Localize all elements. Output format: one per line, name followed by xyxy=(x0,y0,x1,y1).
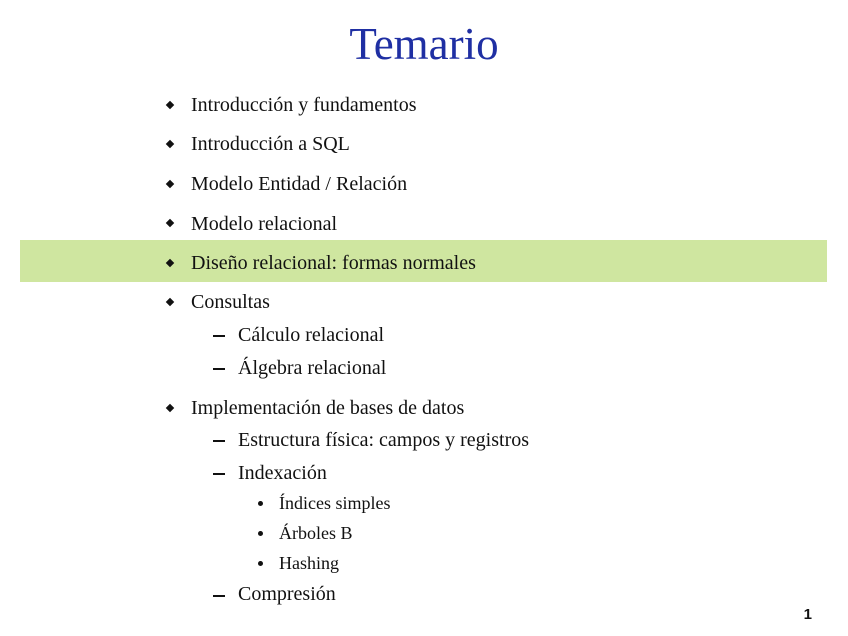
diamond-bullet-icon xyxy=(166,180,174,188)
dash-bullet-icon xyxy=(213,335,225,337)
diamond-bullet-icon xyxy=(166,101,174,109)
dot-bullet-icon xyxy=(258,501,263,506)
subtopic-algebra-relacional: Álgebra relacional xyxy=(238,357,387,379)
topic-introduccion-sql: Introducción a SQL xyxy=(191,133,350,155)
subsubtopic-arboles-b: Árboles B xyxy=(279,523,353,543)
diamond-bullet-icon xyxy=(166,404,174,412)
subsubtopic-hashing: Hashing xyxy=(279,553,339,573)
topic-implementacion-bd: Implementación de bases de datos xyxy=(191,397,465,419)
slide-title: Temario xyxy=(349,19,499,69)
topic-modelo-relacional: Modelo relacional xyxy=(191,213,338,235)
subsubtopic-indices-simples: Índices simples xyxy=(279,493,391,513)
dash-bullet-icon xyxy=(213,368,225,370)
subtopic-indexacion: Indexación xyxy=(238,462,327,484)
topic-diseno-relacional: Diseño relacional: formas normales xyxy=(191,252,476,274)
diamond-bullet-icon xyxy=(166,219,174,227)
diamond-bullet-icon xyxy=(166,140,174,148)
topic-introduccion-fundamentos: Introducción y fundamentos xyxy=(191,94,417,116)
subtopic-estructura-fisica: Estructura física: campos y registros xyxy=(238,429,530,451)
topic-modelo-entidad-relacion: Modelo Entidad / Relación xyxy=(191,173,408,195)
dash-bullet-icon xyxy=(213,473,225,475)
dot-bullet-icon xyxy=(258,561,263,566)
page-number: 1 xyxy=(803,606,812,623)
topic-consultas: Consultas xyxy=(191,291,270,313)
diamond-bullet-icon xyxy=(166,298,174,306)
subtopic-compresion: Compresión xyxy=(238,583,336,605)
subtopic-calculo-relacional: Cálculo relacional xyxy=(238,324,385,346)
dash-bullet-icon xyxy=(213,440,225,442)
dash-bullet-icon xyxy=(213,595,225,597)
dot-bullet-icon xyxy=(258,531,263,536)
